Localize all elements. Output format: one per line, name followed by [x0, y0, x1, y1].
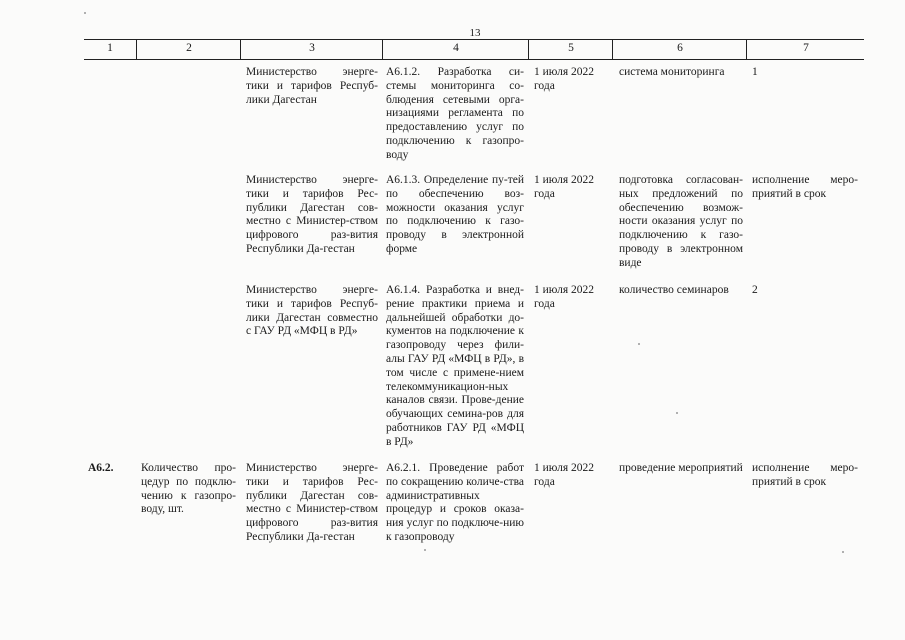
indicator-cell: Количество про-цедур по подклю-чению к газопро-воду, шт. [141, 462, 236, 516]
scan-speck [424, 549, 426, 551]
value-cell: исполнение меро-приятий в срок [752, 174, 858, 200]
scan-speck [84, 12, 86, 14]
header-col-4: 4 [382, 40, 529, 59]
action-cell: А6.2.1. Проведение работ по сокращению количе-ства административных процедур и сроков оказа-ния услуг по подключе-нию к газопроводу [386, 462, 524, 543]
date-cell: 1 июля 2022 года [534, 284, 594, 310]
executor-cell: Министерство энерге-тики и тарифов Респуб-лики Дагестан совместно с ГАУ РД «МФЦ в РД» [246, 284, 378, 338]
date-cell: 1 июля 2022 года [534, 462, 594, 488]
date-cell: 1 июля 2022 года [534, 174, 594, 200]
result-cell: подготовка согласован-ных предложений по обеспечению возмож-ности оказания услуг по подключению к газо-проводу в электронном виде [619, 174, 743, 269]
result-cell: проведение мероприятий [619, 462, 743, 474]
value-cell: 1 [752, 66, 758, 78]
header-col-2: 2 [136, 40, 241, 59]
value-cell: исполнение меро-приятий в срок [752, 462, 858, 488]
executor-cell: Министерство энерге-тики и тарифов Рес-публики Дагестан сов-местно с Министер-ством цифрового раз-вития Республики Да-гестан [246, 462, 378, 543]
table-header [84, 39, 864, 60]
executor-cell: Министерство энерге-тики и тарифов Рес-публики Дагестан сов-местно с Министер-ством цифрового раз-вития Республики Да-гестан [246, 174, 378, 255]
result-cell: система мониторинга [619, 66, 725, 78]
header-col-5: 5 [528, 40, 613, 59]
action-cell: А6.1.4. Разработка и внед-рение практики приема и дальнейшей обработки до-кументов на подключение к газопроводу через фили-алы ГАУ РД «МФЦ в РД», в том числе с примене-нием телекоммуникацион-ных каналов связи. Прове-дение обучающих семина-ров для работников ГАУ РД «МФЦ в РД» [386, 284, 524, 448]
scan-speck [842, 551, 844, 553]
header-col-6: 6 [612, 40, 747, 59]
header-col-1: 1 [107, 42, 113, 54]
page-number: 13 [469, 27, 481, 39]
header-col-7: 7 [746, 40, 865, 59]
action-cell: А6.1.3. Определение пу-тей по обеспечению воз-можности оказания услуг по подключению к газо-проводу в электронной форме [386, 174, 524, 255]
date-cell: 1 июля 2022 года [534, 66, 594, 92]
scan-speck [676, 412, 678, 414]
action-cell: А6.1.2. Разработка си-стемы мониторинга со-блюдения сетевыми орга-низациями регламента по предоставлению услуг по подключению к газопро-воду [386, 66, 524, 161]
value-cell: 2 [752, 284, 758, 296]
executor-cell: Министерство энерге-тики и тарифов Респуб-лики Дагестан [246, 66, 378, 106]
scan-speck [638, 343, 640, 345]
result-cell: количество семинаров [619, 284, 729, 296]
header-col-3: 3 [240, 40, 383, 59]
code-cell: А6.2. [88, 462, 114, 474]
